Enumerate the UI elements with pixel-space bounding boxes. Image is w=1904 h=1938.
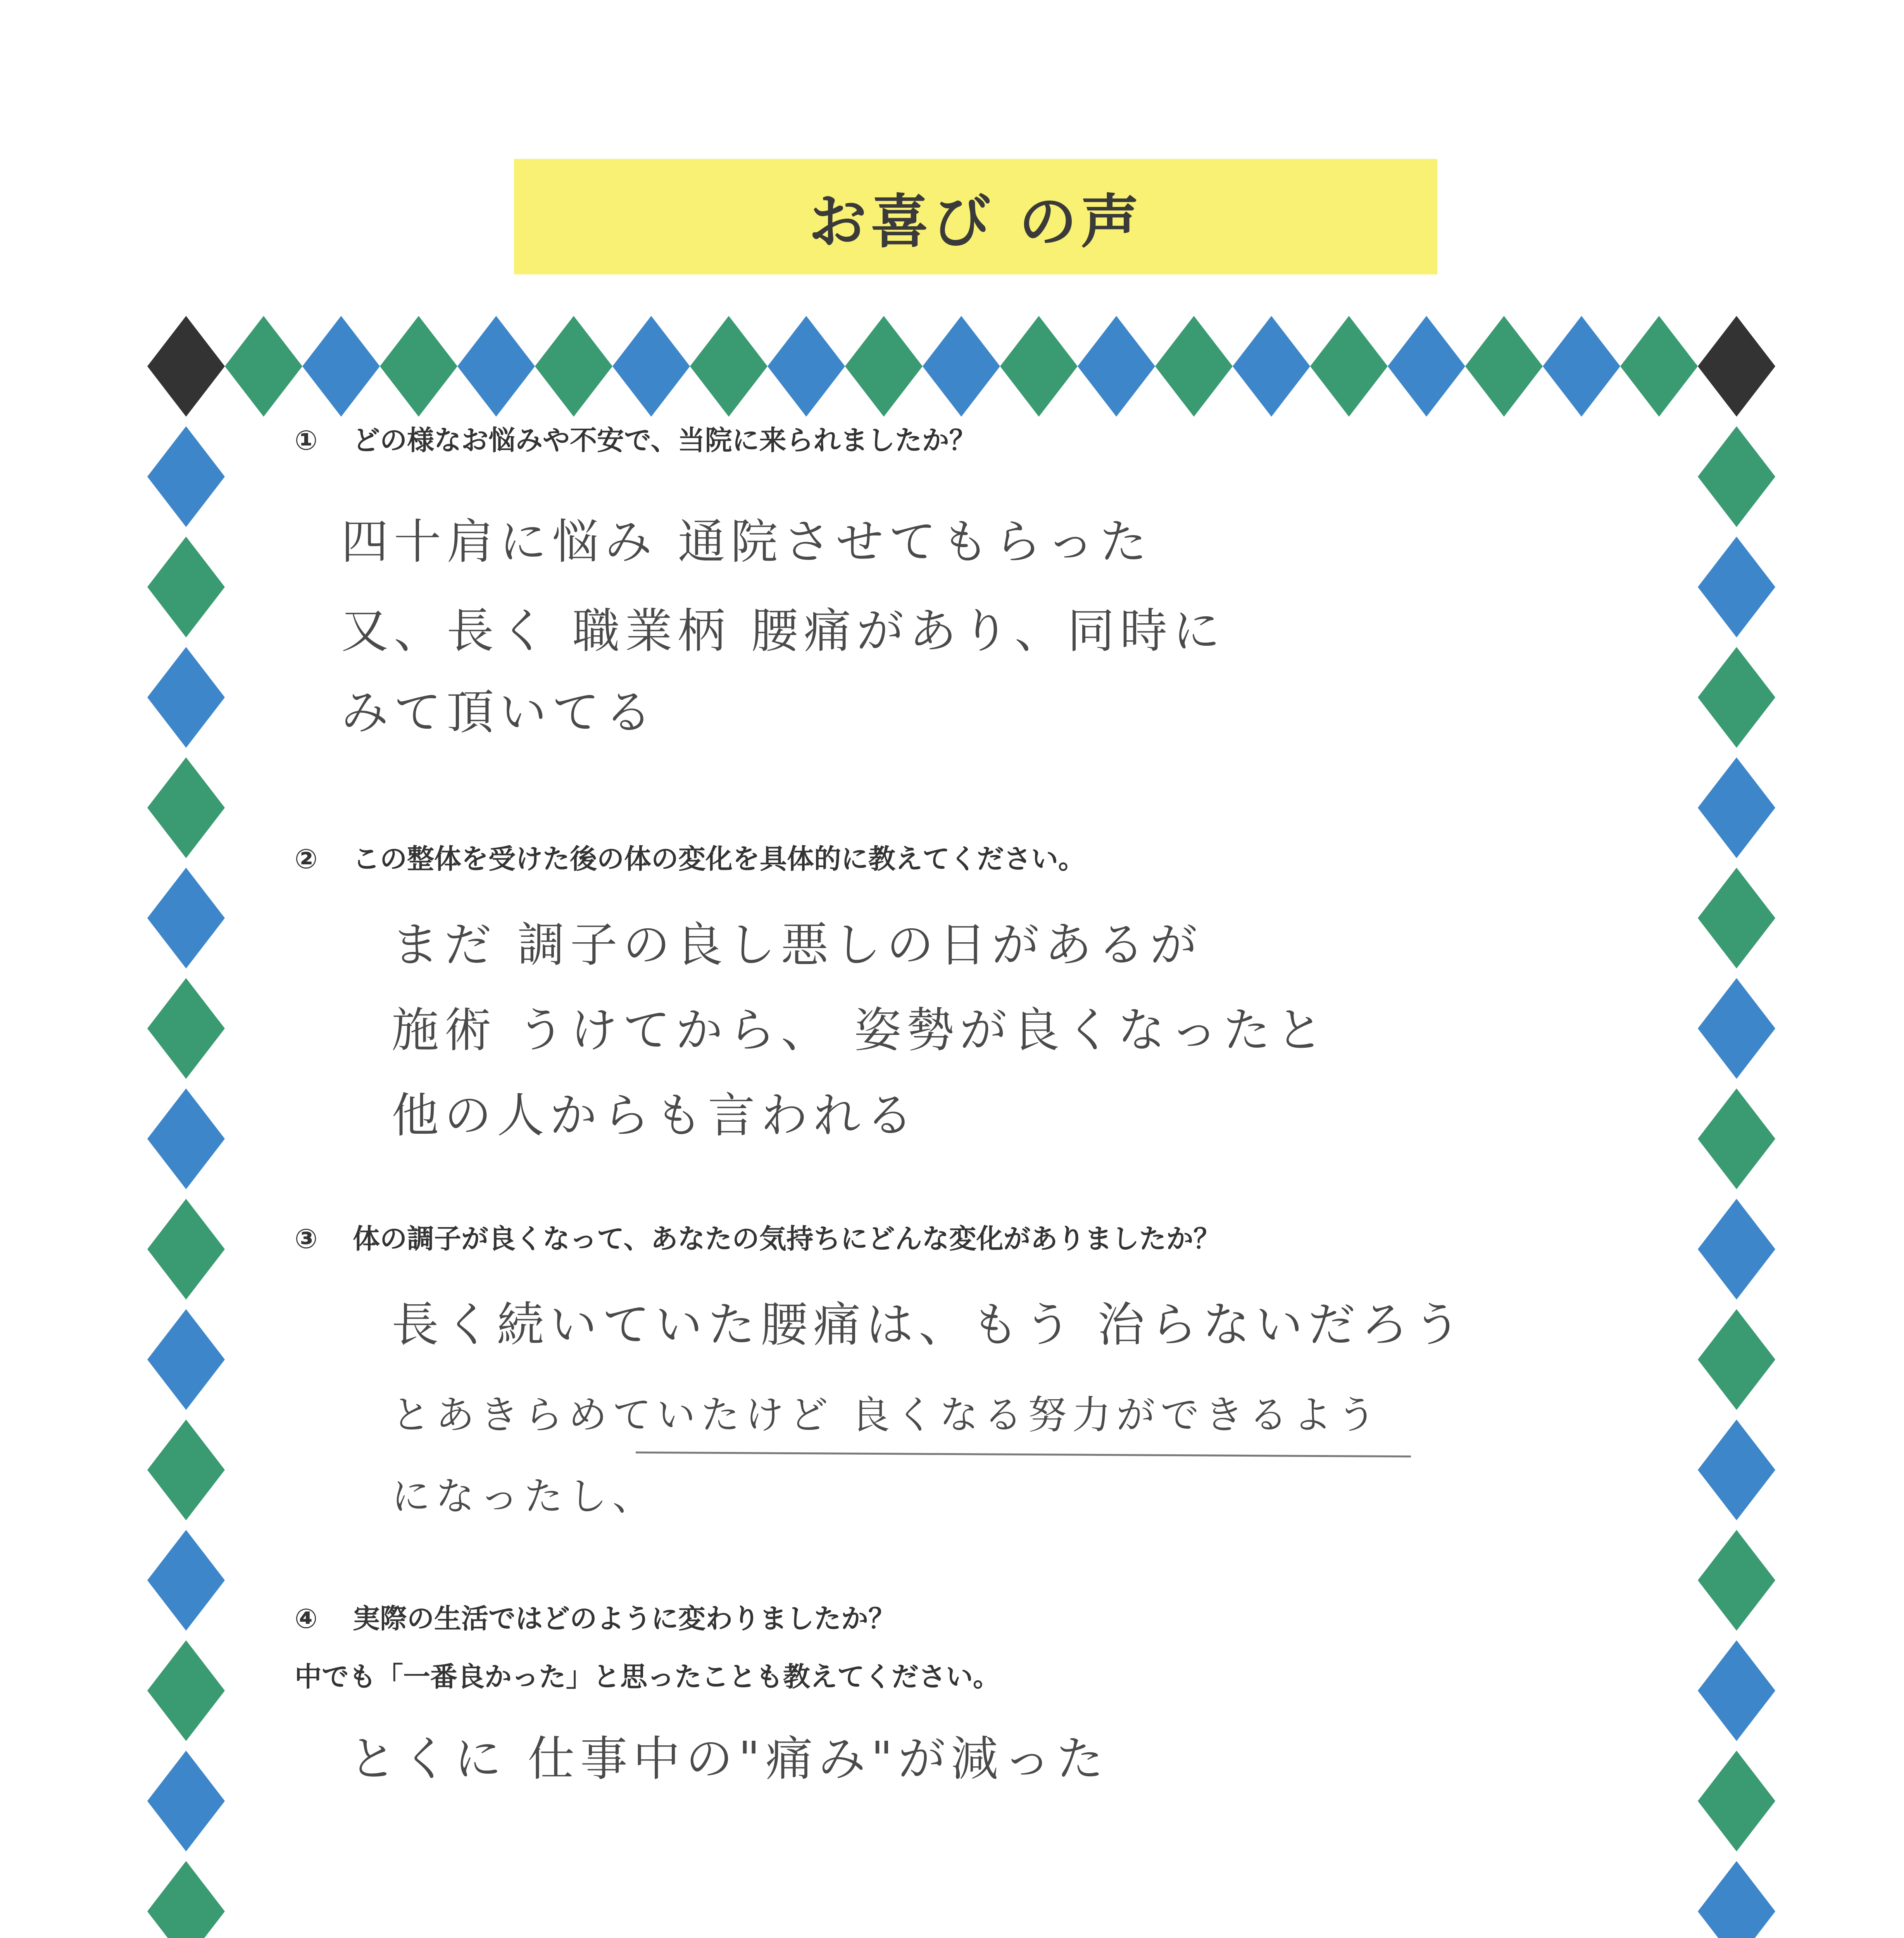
border-diamond — [1698, 1861, 1775, 1938]
answer-1-line-2: 又、長く 職業柄 腰痛があり、同時に — [341, 603, 1226, 659]
question-1 — [295, 419, 976, 458]
answer-2-line-3: 他の人からも言われる — [391, 1088, 919, 1143]
question-text: 実際の生活ではどのように変わりましたか？ — [353, 1603, 895, 1635]
border-diamond — [147, 1088, 225, 1189]
border-diamond — [147, 1199, 225, 1300]
border-diamond — [612, 316, 690, 417]
question-text: この整体を受けた後の体の変化を具体的に教えてください。 — [353, 843, 1085, 875]
border-diamond — [1698, 1419, 1775, 1520]
border-diamond — [147, 978, 225, 1079]
border-diamond — [1698, 426, 1775, 527]
border-diamond — [147, 757, 225, 858]
question-number: ③ — [295, 1223, 318, 1255]
border-diamond — [1698, 868, 1775, 969]
answer-2-line-2: 施術 うけてから、 姿勢が良くなったと — [391, 1003, 1329, 1058]
border-diamond — [690, 316, 767, 417]
border-diamond — [1155, 316, 1233, 417]
page-title: お喜び の声 — [808, 188, 1143, 256]
border-diamond — [1698, 1751, 1775, 1852]
question-number: ② — [295, 843, 318, 875]
border-diamond — [1698, 536, 1775, 637]
border-diamond — [1698, 1640, 1775, 1741]
border-diamond — [1465, 316, 1543, 417]
question-text: 体の調子が良くなって、あなたの気持ちにどんな変化がありましたか？ — [353, 1223, 1221, 1255]
border-diamond — [147, 426, 225, 527]
question-text: どの様なお悩みや不安で、当院に来られましたか？ — [353, 424, 976, 456]
corner-diamond — [1698, 316, 1775, 417]
answer-4-line-1: とくに 仕事中の"痛み"が減った — [349, 1731, 1109, 1786]
answer-2-line-1: まだ 調子の良し悪しの日があるが — [391, 917, 1203, 972]
question-2 — [295, 837, 1085, 876]
border-diamond — [1698, 1309, 1775, 1410]
border-diamond — [457, 316, 535, 417]
answer-1-line-1: 四十肩に悩み 通院させてもらった — [341, 514, 1152, 569]
border-diamond — [1698, 978, 1775, 1079]
answer-3-line-2: とあきらめていたけど 良くなる努力ができるよう — [391, 1392, 1381, 1438]
border-diamond — [380, 316, 457, 417]
border-diamond — [225, 316, 302, 417]
border-diamond — [1000, 316, 1078, 417]
title-banner — [514, 159, 1437, 274]
border-diamond — [845, 316, 923, 417]
border-diamond — [1078, 316, 1155, 417]
border-diamond — [1620, 316, 1698, 417]
border-diamond — [147, 1640, 225, 1741]
question-4 — [295, 1597, 895, 1636]
border-diamond — [1310, 316, 1388, 417]
border-diamond — [1698, 757, 1775, 858]
border-diamond — [1698, 1088, 1775, 1189]
border-diamond — [1698, 647, 1775, 748]
border-diamond — [147, 868, 225, 969]
answer-3-line-3: になったし、 — [391, 1474, 657, 1519]
answer-1-line-3: みて頂いてる — [341, 685, 657, 740]
border-diamond — [147, 1530, 225, 1631]
border-diamond — [1233, 316, 1310, 417]
question-text: 中でも「一番良かった」と思ったことも教えてください。 — [295, 1661, 1000, 1693]
border-diamond — [147, 1419, 225, 1520]
question-number: ④ — [295, 1603, 318, 1635]
question-4-line-2 — [295, 1655, 1000, 1694]
answer-3-line-1: 長く続いていた腰痛は、もう 治らないだろう — [391, 1297, 1466, 1352]
border-diamond — [147, 647, 225, 748]
border-diamond — [923, 316, 1000, 417]
border-diamond — [1698, 1530, 1775, 1631]
corner-diamond — [147, 316, 225, 417]
border-diamond — [302, 316, 380, 417]
border-diamond — [147, 536, 225, 637]
border-diamond — [1698, 1199, 1775, 1300]
border-diamond — [1543, 316, 1620, 417]
question-number: ① — [295, 424, 318, 456]
border-diamond — [767, 316, 845, 417]
border-diamond — [1388, 316, 1465, 417]
border-diamond — [535, 316, 612, 417]
border-diamond — [147, 1751, 225, 1852]
border-diamond — [147, 1309, 225, 1410]
question-3 — [295, 1217, 1221, 1256]
border-diamond — [147, 1861, 225, 1938]
